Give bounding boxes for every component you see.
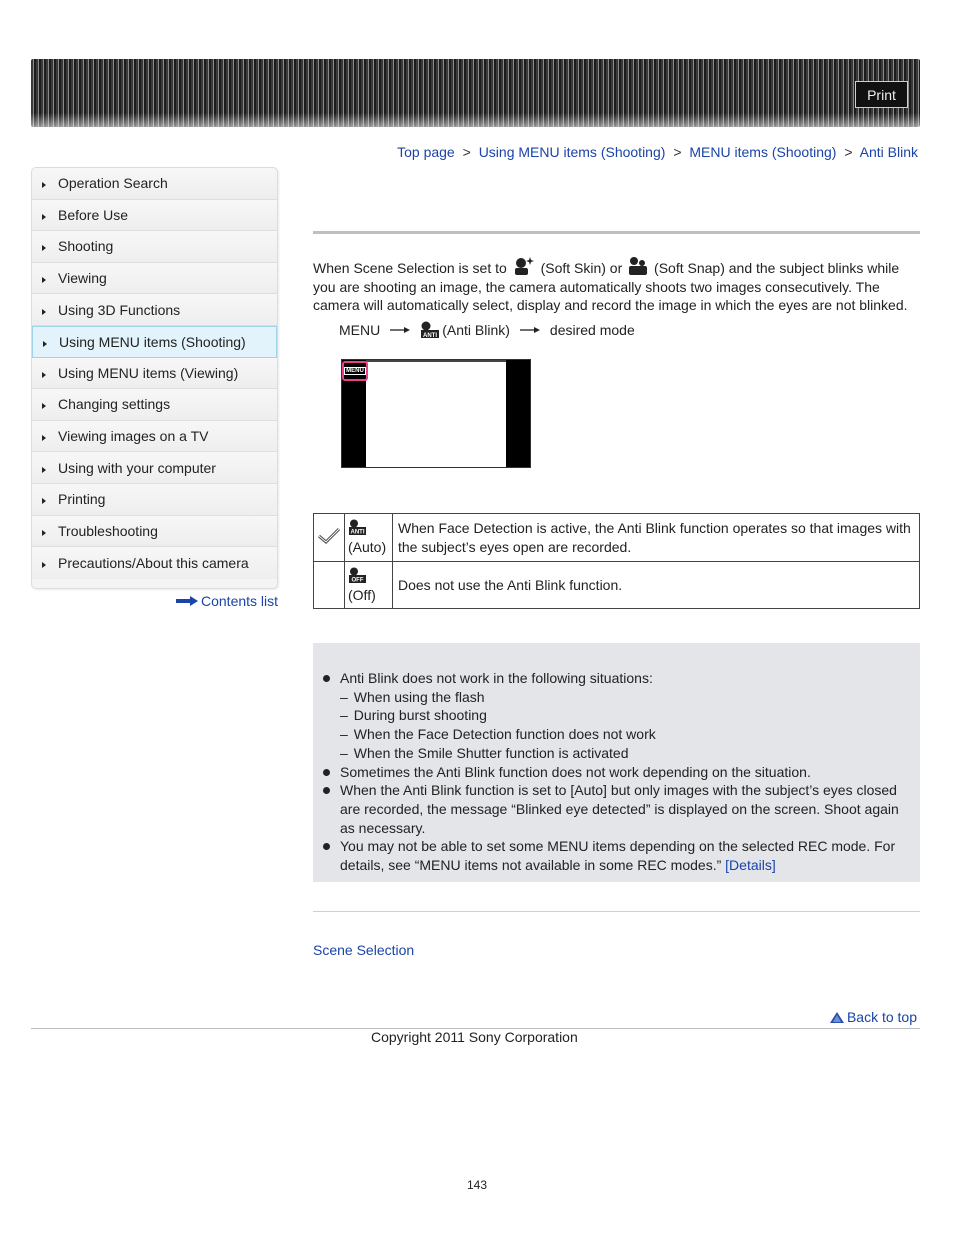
note-text: You may not be able to set some MENU items depending on the selected REC mode. For details, see “MENU items not available in some REC modes.” — [340, 838, 896, 874]
sidebar-item-label: Using 3D Functions — [58, 301, 181, 318]
sidebar-item-label: Using with your computer — [58, 459, 216, 476]
sidebar-item-operation-search[interactable] — [32, 168, 277, 200]
sidebar-item-viewing-images-on-tv[interactable] — [32, 421, 277, 453]
sidebar-item-label: Shooting — [58, 238, 114, 255]
mode-description: When Face Detection is active, the Anti Blink function operates so that images with the subject’s eyes open are recorded. — [393, 514, 920, 562]
note-item: When the Anti Blink function is set to [Auto] but only images with the subject’s eyes closed are recorded, the message “Blinked eye detected” is displayed on the screen. Shoot again as necessary. — [323, 781, 913, 837]
intro-text-3: (Soft Snap) and the subject blinks while you are shooting an image, the camera automatically shoots two images consecutively. The camera will automatically select, display and record the image in which the eyes are not blinked. — [313, 260, 908, 314]
table-row — [314, 514, 920, 562]
note-item: Sometimes the Anti Blink function does not work depending on the situation. — [323, 763, 913, 782]
sidebar-item-label: Precautions/About this camera — [58, 554, 249, 571]
arrow-right-icon — [42, 530, 46, 536]
related-divider — [313, 911, 920, 912]
camera-screen-illustration — [341, 359, 531, 468]
mode-table — [313, 513, 920, 609]
breadcrumb — [397, 144, 918, 160]
sidebar-item-before-use[interactable] — [32, 200, 277, 232]
sidebar-item-using-3d-functions[interactable] — [32, 294, 277, 326]
sidebar-item-label: Changing settings — [58, 396, 171, 413]
checkmark-icon — [317, 527, 341, 545]
arrow-right-icon — [42, 309, 46, 315]
intro-text-2: (Soft Skin) or — [540, 260, 623, 276]
sidebar-item-viewing[interactable] — [32, 263, 277, 295]
sidebar-item-label: Using MENU items (Viewing) — [58, 364, 239, 381]
breadcrumb-separator: > — [462, 144, 471, 160]
sidebar-item-label: Troubleshooting — [58, 522, 158, 539]
triangle-up-icon — [830, 1012, 844, 1023]
print-button[interactable]: Print — [855, 81, 908, 108]
arrow-right-icon — [42, 245, 46, 251]
soft-skin-icon — [513, 256, 535, 276]
menu-path — [339, 321, 635, 339]
mode-off-label: (Off) — [348, 586, 376, 603]
breadcrumb-anti-blink[interactable]: Anti Blink — [859, 144, 918, 160]
mode-cell — [345, 562, 393, 609]
screen-right-bar — [506, 360, 530, 467]
svg-text:ANTI: ANTI — [423, 333, 438, 339]
menu-icon-label: MENU — [346, 368, 364, 374]
default-check-cell — [314, 562, 345, 609]
sidebar-item-label: Operation Search — [58, 175, 168, 192]
arrow-right-icon — [42, 277, 46, 283]
breadcrumb-separator: > — [673, 144, 682, 160]
scene-selection-link[interactable]: Scene Selection — [313, 942, 415, 958]
arrow-right-icon — [43, 341, 47, 347]
sidebar-item-troubleshooting[interactable] — [32, 516, 277, 548]
default-check-cell — [314, 514, 345, 562]
note-subitem: – When using the flash — [323, 688, 913, 707]
mode-cell — [345, 514, 393, 562]
menu-path-item: (Anti Blink) — [442, 322, 510, 338]
title-divider — [313, 231, 920, 234]
page-number: 143 — [466, 1178, 488, 1192]
arrow-right-icon — [42, 562, 46, 568]
mode-auto-label: (Auto) — [348, 539, 387, 555]
sidebar-item-using-menu-items-shooting[interactable] — [32, 326, 277, 358]
arrow-right-icon — [390, 326, 410, 334]
arrow-right-icon — [42, 435, 46, 441]
notes-list — [323, 669, 913, 875]
menu-path-menu: MENU — [339, 322, 381, 338]
sidebar-item-using-with-computer[interactable] — [32, 452, 277, 484]
arrow-right-icon — [42, 182, 46, 188]
arrow-right-icon — [42, 498, 46, 504]
sidebar-item-precautions[interactable] — [32, 547, 277, 579]
details-link[interactable]: [Details] — [725, 857, 776, 874]
arrow-right-icon — [42, 403, 46, 409]
notes-box — [313, 643, 920, 882]
sidebar-nav — [31, 167, 278, 589]
sidebar-item-printing[interactable] — [32, 484, 277, 516]
breadcrumb-menu-items-shooting[interactable]: MENU items (Shooting) — [689, 144, 837, 160]
back-to-top-link[interactable] — [830, 1009, 917, 1025]
arrow-right-icon — [42, 214, 46, 220]
note-subitem: – When the Smile Shutter function is activated — [323, 744, 913, 763]
note-subitem: – During burst shooting — [323, 706, 913, 725]
note-item: Anti Blink does not work in the following situations: — [323, 669, 913, 688]
sidebar-item-label: Viewing images on a TV — [58, 428, 209, 445]
intro-paragraph — [313, 256, 920, 315]
breadcrumb-using-menu-items-shooting[interactable]: Using MENU items (Shooting) — [478, 144, 666, 160]
arrow-right-icon — [176, 596, 198, 606]
note-subitem: – When the Face Detection function does not work — [323, 725, 913, 744]
arrow-right-icon — [42, 372, 46, 378]
sidebar-item-changing-settings[interactable] — [32, 389, 277, 421]
sidebar-item-shooting[interactable] — [32, 231, 277, 263]
mode-description: Does not use the Anti Blink function. — [393, 562, 920, 609]
contents-list-link[interactable] — [176, 593, 278, 609]
anti-blink-off-icon — [348, 567, 366, 583]
note-item — [323, 837, 913, 874]
sidebar-item-label: Before Use — [58, 206, 129, 223]
anti-blink-icon — [420, 321, 440, 339]
menu-path-end: desired mode — [549, 322, 635, 338]
contents-list-label: Contents list — [201, 593, 279, 609]
breadcrumb-top-page[interactable]: Top page — [397, 144, 455, 160]
back-to-top-label: Back to top — [846, 1009, 917, 1025]
arrow-right-icon — [42, 467, 46, 473]
table-row — [314, 562, 920, 609]
sidebar-item-label: Viewing — [58, 270, 107, 287]
icon-label: ANTI — [350, 529, 365, 535]
sidebar-item-using-menu-items-viewing[interactable] — [32, 358, 277, 390]
sidebar-item-label: Using MENU items (Shooting) — [59, 333, 246, 350]
anti-blink-auto-icon — [348, 519, 366, 535]
soft-snap-icon — [628, 256, 648, 276]
menu-button-icon — [342, 361, 368, 381]
intro-text-1: When Scene Selection is set to — [313, 260, 507, 276]
sidebar-item-label: Printing — [58, 491, 106, 508]
breadcrumb-separator: > — [844, 144, 853, 160]
screen-top-line — [366, 360, 506, 362]
copyright-text: Copyright 2011 Sony Corporation — [371, 1029, 578, 1045]
header-banner — [31, 59, 920, 127]
arrow-right-icon — [520, 326, 540, 334]
icon-label: OFF — [351, 577, 364, 583]
